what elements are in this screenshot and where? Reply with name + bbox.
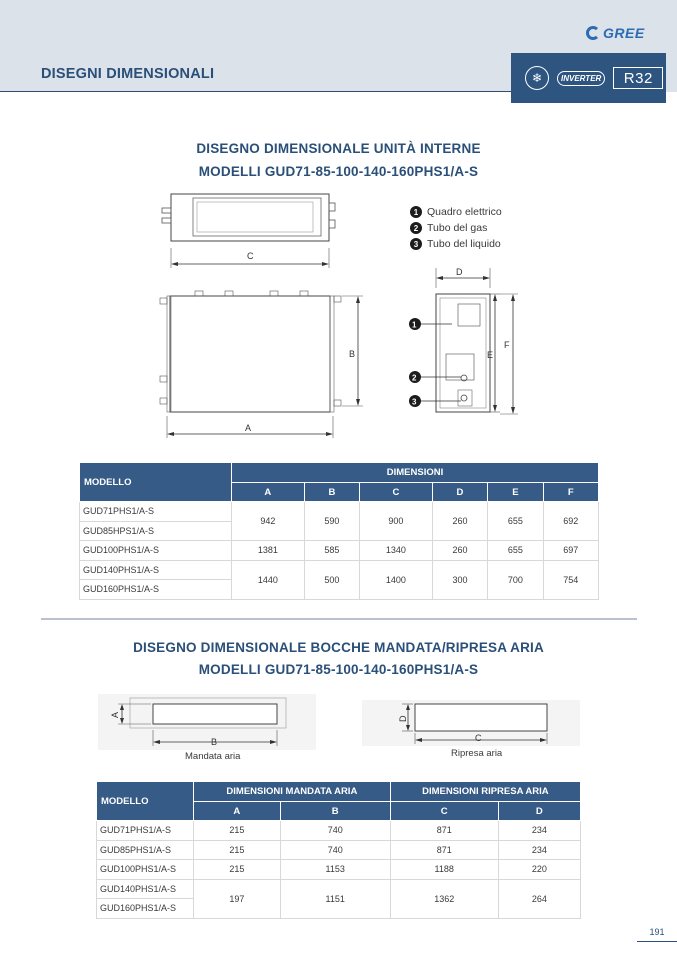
legend-item (410, 204, 502, 220)
column-header: C (390, 802, 498, 821)
dim-label-c: C (247, 251, 254, 261)
value-cell: 692 (543, 502, 598, 541)
value-cell: 1381 (232, 541, 305, 561)
column-header: A (232, 483, 305, 502)
section2-subtitle: MODELLI GUD71-85-100-140-160PHS1/A-S (198, 662, 479, 677)
value-cell: 234 (498, 840, 580, 860)
value-cell: 740 (280, 840, 390, 860)
dim-label-f: F (504, 340, 510, 350)
value-cell: 590 (304, 502, 359, 541)
value-cell: 215 (194, 860, 281, 880)
dim-label-b: B (211, 737, 218, 747)
unit-front-view-drawing (155, 288, 370, 440)
table-header-group: DIMENSIONI (232, 463, 599, 483)
dim-label-b: B (349, 349, 356, 359)
dim-label-a: A (110, 711, 120, 718)
model-cell: GUD160PHS1/A-S (80, 580, 232, 600)
model-cell: GUD160PHS1/A-S (97, 899, 194, 919)
model-cell: GUD140PHS1/A-S (97, 879, 194, 899)
value-cell: 1440 (232, 560, 305, 599)
gree-logo (586, 22, 650, 44)
supply-air-drawing (98, 694, 316, 750)
dimensions-table (79, 462, 599, 600)
table-header-model: MODELLO (80, 463, 232, 502)
unit-side-view-drawing (400, 264, 525, 420)
model-cell: GUD71PHS1/A-S (97, 821, 194, 841)
value-cell: 1400 (360, 560, 433, 599)
value-cell: 1340 (360, 541, 433, 561)
table-header-group: DIMENSIONI RIPRESA ARIA (390, 782, 580, 802)
table-row (80, 502, 599, 522)
callout-number: 1 (412, 320, 417, 330)
section1-subtitle: MODELLI GUD71-85-100-140-160PHS1/A-S (198, 164, 479, 179)
legend-item (410, 220, 502, 236)
table-row (97, 840, 581, 860)
value-cell: 215 (194, 821, 281, 841)
dim-label-d: D (398, 715, 408, 722)
value-cell: 234 (498, 821, 580, 841)
value-cell: 740 (280, 821, 390, 841)
value-cell: 1362 (390, 879, 498, 918)
model-cell: GUD100PHS1/A-S (80, 541, 232, 561)
return-air-drawing (362, 700, 580, 746)
legend-item (410, 236, 502, 252)
value-cell: 260 (432, 502, 487, 541)
page-number: 191 (637, 922, 677, 942)
value-cell: 1188 (390, 860, 498, 880)
value-cell: 871 (390, 821, 498, 841)
value-cell: 1153 (280, 860, 390, 880)
dim-label-e: E (487, 350, 494, 360)
inverter-badge: INVERTER (557, 71, 605, 86)
value-cell: 655 (488, 541, 543, 561)
value-cell: 260 (432, 541, 487, 561)
callout-number: 3 (412, 397, 417, 407)
callout-number: 2 (412, 373, 417, 383)
header-rule (0, 91, 511, 92)
model-cell: GUD85HPS1/A-S (80, 521, 232, 541)
value-cell: 220 (498, 860, 580, 880)
dim-label-a: A (245, 423, 252, 433)
column-header: D (498, 802, 580, 821)
section1-title: DISEGNO DIMENSIONALE UNITÀ INTERNE (196, 141, 481, 156)
column-header: A (194, 802, 281, 821)
dim-label-c: C (475, 733, 482, 743)
column-header: C (360, 483, 433, 502)
legend-label: Tubo del gas (427, 222, 488, 234)
value-cell: 900 (360, 502, 433, 541)
value-cell: 700 (488, 560, 543, 599)
legend-number: 2 (410, 222, 422, 234)
model-cell: GUD140PHS1/A-S (80, 560, 232, 580)
value-cell: 585 (304, 541, 359, 561)
section-divider (41, 618, 637, 620)
column-header: F (543, 483, 598, 502)
value-cell: 1151 (280, 879, 390, 918)
value-cell: 500 (304, 560, 359, 599)
column-header: B (304, 483, 359, 502)
value-cell: 697 (543, 541, 598, 561)
column-header: B (280, 802, 390, 821)
feature-badges (511, 53, 666, 103)
section2-title: DISEGNO DIMENSIONALE BOCCHE MANDATA/RIPRESA ARIA (133, 640, 544, 655)
value-cell: 215 (194, 840, 281, 860)
r32-badge: R32 (613, 67, 663, 89)
value-cell: 264 (498, 879, 580, 918)
table-header-model: MODELLO (97, 782, 194, 821)
value-cell: 655 (488, 502, 543, 541)
heat-cool-icon: ❄ (525, 66, 549, 90)
page-title: DISEGNI DIMENSIONALI (41, 66, 215, 82)
table-row (80, 560, 599, 580)
value-cell: 197 (194, 879, 281, 918)
table-header-group: DIMENSIONI MANDATA ARIA (194, 782, 391, 802)
return-air-caption: Ripresa aria (451, 748, 503, 759)
legend-number: 3 (410, 238, 422, 250)
value-cell: 942 (232, 502, 305, 541)
gree-logo-icon (586, 26, 600, 40)
air-openings-table (96, 781, 581, 919)
legend-label: Quadro elettrico (427, 206, 502, 218)
component-legend (410, 204, 502, 252)
column-header: E (488, 483, 543, 502)
supply-air-caption: Mandata aria (185, 751, 241, 762)
value-cell: 871 (390, 840, 498, 860)
table-row (97, 821, 581, 841)
gree-logo-text: GREE (603, 25, 645, 41)
model-cell: GUD71PHS1/A-S (80, 502, 232, 522)
unit-top-view-drawing (150, 188, 350, 270)
legend-number: 1 (410, 206, 422, 218)
dim-label-d: D (456, 267, 463, 277)
table-row (80, 541, 599, 561)
table-row (97, 860, 581, 880)
column-header: D (432, 483, 487, 502)
model-cell: GUD85PHS1/A-S (97, 840, 194, 860)
legend-label: Tubo del liquido (427, 238, 501, 250)
table-row (97, 879, 581, 899)
value-cell: 300 (432, 560, 487, 599)
model-cell: GUD100PHS1/A-S (97, 860, 194, 880)
value-cell: 754 (543, 560, 598, 599)
